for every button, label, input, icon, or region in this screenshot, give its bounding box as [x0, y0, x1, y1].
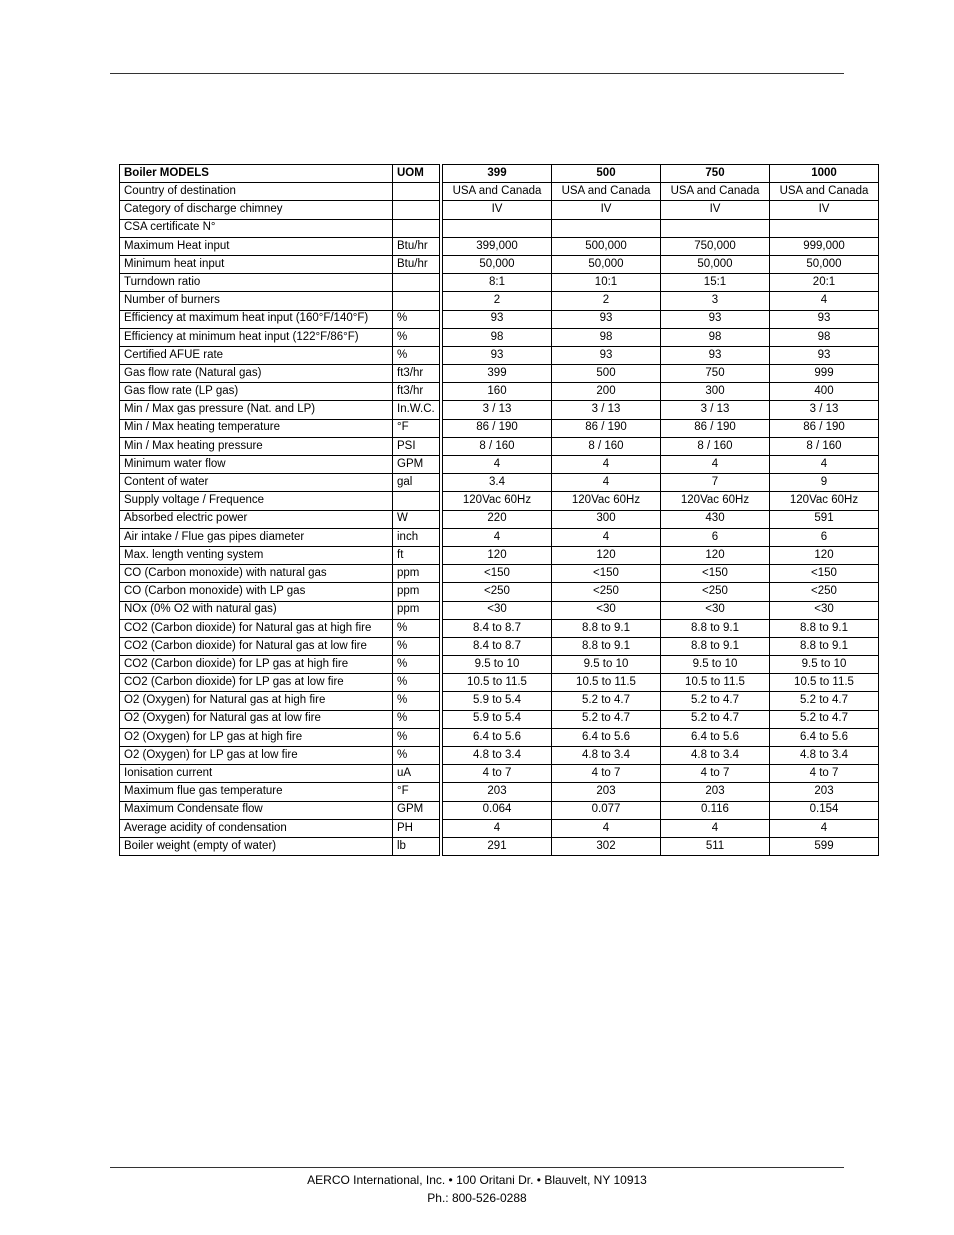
row-value-cell: 5.2 to 4.7: [552, 710, 661, 728]
row-param-cell: Gas flow rate (LP gas): [120, 383, 393, 401]
row-value-cell: 50,000: [552, 255, 661, 273]
row-value-cell: 0.154: [770, 801, 879, 819]
table-row: [120, 528, 879, 546]
row-value-cell: 10:1: [552, 274, 661, 292]
row-value-cell: <150: [443, 565, 552, 583]
row-value-cell: 8 / 160: [443, 437, 552, 455]
table-header-row: [120, 165, 879, 183]
row-value-cell: <150: [770, 565, 879, 583]
table-row: [120, 747, 879, 765]
row-value-cell: 4: [770, 456, 879, 474]
row-value-cell: 4 to 7: [770, 765, 879, 783]
table-row: [120, 728, 879, 746]
row-value-cell: 120Vac 60Hz: [443, 492, 552, 510]
row-param-cell: Absorbed electric power: [120, 510, 393, 528]
row-value-cell: 300: [661, 383, 770, 401]
row-uom-cell: GPM: [393, 801, 440, 819]
row-value-cell: USA and Canada: [661, 183, 770, 201]
row-value-cell: 6: [770, 528, 879, 546]
row-value-cell: 120: [443, 546, 552, 564]
row-value-cell: 999: [770, 365, 879, 383]
row-uom-cell: %: [393, 619, 440, 637]
row-value-cell: 203: [770, 783, 879, 801]
row-value-cell: 4.8 to 3.4: [552, 747, 661, 765]
table-row: [120, 619, 879, 637]
row-value-cell: 0.077: [552, 801, 661, 819]
row-param-cell: Gas flow rate (Natural gas): [120, 365, 393, 383]
row-value-cell: 0.116: [661, 801, 770, 819]
row-uom-cell: Btu/hr: [393, 255, 440, 273]
row-value-cell: 93: [443, 310, 552, 328]
row-value-cell: 6.4 to 5.6: [770, 728, 879, 746]
row-value-cell: 86 / 190: [770, 419, 879, 437]
row-value-cell: 8 / 160: [552, 437, 661, 455]
row-value-cell: IV: [552, 201, 661, 219]
row-uom-cell: %: [393, 674, 440, 692]
table-row: [120, 310, 879, 328]
row-value-cell: <250: [770, 583, 879, 601]
row-value-cell: 399: [443, 365, 552, 383]
row-value-cell: 3 / 13: [443, 401, 552, 419]
table-row: [120, 219, 879, 237]
row-value-cell: <30: [552, 601, 661, 619]
row-uom-cell: %: [393, 656, 440, 674]
row-value-cell: 4 to 7: [443, 765, 552, 783]
row-value-cell: <250: [552, 583, 661, 601]
row-param-cell: Country of destination: [120, 183, 393, 201]
row-uom-cell: ppm: [393, 601, 440, 619]
row-value-cell: 98: [443, 328, 552, 346]
row-value-cell: 120Vac 60Hz: [661, 492, 770, 510]
row-uom-cell: [393, 292, 440, 310]
table-row: [120, 492, 879, 510]
row-value-cell: USA and Canada: [443, 183, 552, 201]
row-value-cell: 86 / 190: [661, 419, 770, 437]
row-value-cell: 599: [770, 837, 879, 855]
row-param-cell: Air intake / Flue gas pipes diameter: [120, 528, 393, 546]
table-row: [120, 183, 879, 201]
row-param-cell: CO2 (Carbon dioxide) for Natural gas at high fire: [120, 619, 393, 637]
table-row: [120, 237, 879, 255]
table-row: [120, 510, 879, 528]
row-param-cell: NOx (0% O2 with natural gas): [120, 601, 393, 619]
row-uom-cell: gal: [393, 474, 440, 492]
row-param-cell: CO2 (Carbon dioxide) for LP gas at low fire: [120, 674, 393, 692]
table-row: [120, 346, 879, 364]
header-model-cell: 500: [552, 165, 661, 183]
row-value-cell: 511: [661, 837, 770, 855]
row-param-cell: O2 (Oxygen) for LP gas at high fire: [120, 728, 393, 746]
header-model-cell: 750: [661, 165, 770, 183]
row-value-cell: 10.5 to 11.5: [770, 674, 879, 692]
table-row: [120, 710, 879, 728]
row-value-cell: 20:1: [770, 274, 879, 292]
row-value-cell: 4 to 7: [661, 765, 770, 783]
row-uom-cell: %: [393, 328, 440, 346]
row-uom-cell: %: [393, 692, 440, 710]
table-row: [120, 692, 879, 710]
row-param-cell: Certified AFUE rate: [120, 346, 393, 364]
row-value-cell: 203: [443, 783, 552, 801]
table-row: [120, 437, 879, 455]
row-value-cell: 4: [770, 819, 879, 837]
row-value-cell: 4: [661, 456, 770, 474]
row-value-cell: 8 / 160: [661, 437, 770, 455]
row-uom-cell: W: [393, 510, 440, 528]
row-uom-cell: ppm: [393, 583, 440, 601]
row-value-cell: 5.2 to 4.7: [661, 692, 770, 710]
row-param-cell: Efficiency at minimum heat input (122°F/86°F): [120, 328, 393, 346]
table-row: [120, 419, 879, 437]
row-param-cell: Minimum heat input: [120, 255, 393, 273]
row-value-cell: 0.064: [443, 801, 552, 819]
row-value-cell: 3.4: [443, 474, 552, 492]
row-value-cell: 430: [661, 510, 770, 528]
row-uom-cell: In.W.C.: [393, 401, 440, 419]
row-value-cell: 6: [661, 528, 770, 546]
row-uom-cell: ft: [393, 546, 440, 564]
row-param-cell: CO (Carbon monoxide) with natural gas: [120, 565, 393, 583]
row-value-cell: <150: [661, 565, 770, 583]
row-value-cell: 9.5 to 10: [443, 656, 552, 674]
row-param-cell: Efficiency at maximum heat input (160°F/140°F): [120, 310, 393, 328]
row-value-cell: 50,000: [443, 255, 552, 273]
row-uom-cell: inch: [393, 528, 440, 546]
row-param-cell: Min / Max heating temperature: [120, 419, 393, 437]
row-value-cell: 4: [443, 528, 552, 546]
row-value-cell: <250: [443, 583, 552, 601]
row-value-cell: 291: [443, 837, 552, 855]
row-value-cell: 8.8 to 9.1: [661, 619, 770, 637]
table-row: [120, 819, 879, 837]
row-value-cell: 400: [770, 383, 879, 401]
row-value-cell: 6.4 to 5.6: [552, 728, 661, 746]
header-model-cell: 1000: [770, 165, 879, 183]
row-value-cell: 93: [552, 310, 661, 328]
table-row: [120, 837, 879, 855]
row-value-cell: 98: [552, 328, 661, 346]
row-value-cell: 300: [552, 510, 661, 528]
row-value-cell: 203: [552, 783, 661, 801]
row-value-cell: 120Vac 60Hz: [770, 492, 879, 510]
row-param-cell: Average acidity of condensation: [120, 819, 393, 837]
row-param-cell: Number of burners: [120, 292, 393, 310]
header-uom-cell: UOM: [393, 165, 440, 183]
row-value-cell: 750: [661, 365, 770, 383]
table-row: [120, 565, 879, 583]
row-value-cell: 4: [661, 819, 770, 837]
row-value-cell: 120: [661, 546, 770, 564]
row-value-cell: 8.4 to 8.7: [443, 637, 552, 655]
row-value-cell: [443, 219, 552, 237]
row-value-cell: 3 / 13: [552, 401, 661, 419]
row-param-cell: O2 (Oxygen) for Natural gas at high fire: [120, 692, 393, 710]
row-value-cell: 5.9 to 5.4: [443, 692, 552, 710]
row-value-cell: 10.5 to 11.5: [443, 674, 552, 692]
table-row: [120, 783, 879, 801]
row-value-cell: 220: [443, 510, 552, 528]
row-value-cell: 9.5 to 10: [770, 656, 879, 674]
header-model-cell: 399: [443, 165, 552, 183]
row-value-cell: IV: [770, 201, 879, 219]
boiler-specifications-table: [119, 164, 879, 856]
row-uom-cell: ppm: [393, 565, 440, 583]
table-row: [120, 255, 879, 273]
row-value-cell: USA and Canada: [552, 183, 661, 201]
row-value-cell: 86 / 190: [443, 419, 552, 437]
table-row: [120, 765, 879, 783]
row-value-cell: <30: [770, 601, 879, 619]
row-value-cell: 15:1: [661, 274, 770, 292]
row-value-cell: 302: [552, 837, 661, 855]
row-value-cell: 200: [552, 383, 661, 401]
row-value-cell: 93: [661, 346, 770, 364]
row-value-cell: 5.2 to 4.7: [552, 692, 661, 710]
table-row: [120, 365, 879, 383]
row-value-cell: 5.2 to 4.7: [770, 692, 879, 710]
row-value-cell: 6.4 to 5.6: [661, 728, 770, 746]
row-value-cell: 7: [661, 474, 770, 492]
row-uom-cell: Btu/hr: [393, 237, 440, 255]
row-value-cell: IV: [443, 201, 552, 219]
table-row: [120, 401, 879, 419]
row-value-cell: 4: [552, 474, 661, 492]
row-value-cell: 8.8 to 9.1: [552, 637, 661, 655]
row-value-cell: 5.9 to 5.4: [443, 710, 552, 728]
row-uom-cell: °F: [393, 783, 440, 801]
row-value-cell: 4: [443, 456, 552, 474]
row-value-cell: 500,000: [552, 237, 661, 255]
row-value-cell: 6.4 to 5.6: [443, 728, 552, 746]
table-row: [120, 474, 879, 492]
row-param-cell: CO2 (Carbon dioxide) for LP gas at high fire: [120, 656, 393, 674]
row-value-cell: 4 to 7: [552, 765, 661, 783]
table-row: [120, 656, 879, 674]
row-value-cell: 120Vac 60Hz: [552, 492, 661, 510]
row-param-cell: Category of discharge chimney: [120, 201, 393, 219]
row-uom-cell: %: [393, 710, 440, 728]
row-value-cell: 399,000: [443, 237, 552, 255]
row-param-cell: Turndown ratio: [120, 274, 393, 292]
row-uom-cell: %: [393, 747, 440, 765]
row-value-cell: 4: [552, 528, 661, 546]
row-param-cell: Maximum Condensate flow: [120, 801, 393, 819]
row-value-cell: 3 / 13: [770, 401, 879, 419]
row-value-cell: 9.5 to 10: [661, 656, 770, 674]
row-param-cell: Ionisation current: [120, 765, 393, 783]
row-value-cell: 4: [770, 292, 879, 310]
row-value-cell: 8.8 to 9.1: [552, 619, 661, 637]
row-param-cell: O2 (Oxygen) for LP gas at low fire: [120, 747, 393, 765]
row-value-cell: 93: [770, 346, 879, 364]
row-value-cell: 8.8 to 9.1: [770, 637, 879, 655]
row-value-cell: 98: [661, 328, 770, 346]
row-param-cell: Max. length venting system: [120, 546, 393, 564]
row-value-cell: <30: [443, 601, 552, 619]
boiler-specifications-table-container: [119, 164, 879, 856]
row-value-cell: 10.5 to 11.5: [661, 674, 770, 692]
header-param-cell: Boiler MODELS: [120, 165, 393, 183]
row-value-cell: 2: [443, 292, 552, 310]
row-value-cell: 8.4 to 8.7: [443, 619, 552, 637]
row-value-cell: <250: [661, 583, 770, 601]
row-uom-cell: [393, 219, 440, 237]
row-value-cell: 3: [661, 292, 770, 310]
row-uom-cell: PH: [393, 819, 440, 837]
row-value-cell: 86 / 190: [552, 419, 661, 437]
table-row: [120, 601, 879, 619]
table-row: [120, 674, 879, 692]
row-uom-cell: lb: [393, 837, 440, 855]
row-value-cell: 999,000: [770, 237, 879, 255]
row-param-cell: Maximum flue gas temperature: [120, 783, 393, 801]
row-uom-cell: °F: [393, 419, 440, 437]
row-param-cell: CO (Carbon monoxide) with LP gas: [120, 583, 393, 601]
row-value-cell: 500: [552, 365, 661, 383]
row-uom-cell: uA: [393, 765, 440, 783]
table-row: [120, 274, 879, 292]
row-value-cell: 93: [552, 346, 661, 364]
row-value-cell: 93: [443, 346, 552, 364]
row-param-cell: Boiler weight (empty of water): [120, 837, 393, 855]
row-uom-cell: ft3/hr: [393, 383, 440, 401]
row-value-cell: 5.2 to 4.7: [661, 710, 770, 728]
row-value-cell: IV: [661, 201, 770, 219]
row-uom-cell: %: [393, 637, 440, 655]
row-value-cell: 8.8 to 9.1: [770, 619, 879, 637]
table-row: [120, 201, 879, 219]
row-value-cell: 8 / 160: [770, 437, 879, 455]
row-value-cell: [770, 219, 879, 237]
row-value-cell: 2: [552, 292, 661, 310]
row-value-cell: [552, 219, 661, 237]
row-uom-cell: %: [393, 310, 440, 328]
row-value-cell: 4.8 to 3.4: [443, 747, 552, 765]
row-value-cell: [661, 219, 770, 237]
row-uom-cell: %: [393, 728, 440, 746]
row-value-cell: 98: [770, 328, 879, 346]
row-value-cell: 93: [770, 310, 879, 328]
row-uom-cell: %: [393, 346, 440, 364]
row-value-cell: 203: [661, 783, 770, 801]
table-row: [120, 456, 879, 474]
row-value-cell: 4: [552, 819, 661, 837]
row-value-cell: 4: [443, 819, 552, 837]
row-value-cell: 120: [552, 546, 661, 564]
row-value-cell: 50,000: [770, 255, 879, 273]
row-value-cell: 93: [661, 310, 770, 328]
row-value-cell: 4.8 to 3.4: [661, 747, 770, 765]
row-uom-cell: [393, 492, 440, 510]
row-value-cell: 9: [770, 474, 879, 492]
row-uom-cell: GPM: [393, 456, 440, 474]
footer-address: AERCO International, Inc. • 100 Oritani Dr. • Blauvelt, NY 10913: [307, 1173, 647, 1187]
row-param-cell: O2 (Oxygen) for Natural gas at low fire: [120, 710, 393, 728]
row-param-cell: Maximum Heat input: [120, 237, 393, 255]
row-uom-cell: PSI: [393, 437, 440, 455]
table-row: [120, 801, 879, 819]
row-param-cell: Content of water: [120, 474, 393, 492]
row-value-cell: 50,000: [661, 255, 770, 273]
row-param-cell: CSA certificate N°: [120, 219, 393, 237]
row-value-cell: 9.5 to 10: [552, 656, 661, 674]
table-row: [120, 383, 879, 401]
row-value-cell: 5.2 to 4.7: [770, 710, 879, 728]
row-value-cell: <30: [661, 601, 770, 619]
row-value-cell: 750,000: [661, 237, 770, 255]
row-value-cell: 120: [770, 546, 879, 564]
table-row: [120, 546, 879, 564]
row-value-cell: USA and Canada: [770, 183, 879, 201]
row-value-cell: <150: [552, 565, 661, 583]
row-value-cell: 10.5 to 11.5: [552, 674, 661, 692]
table-row: [120, 637, 879, 655]
table-row: [120, 328, 879, 346]
row-param-cell: Min / Max gas pressure (Nat. and LP): [120, 401, 393, 419]
table-row: [120, 292, 879, 310]
footer-rule: [110, 1167, 844, 1168]
row-uom-cell: [393, 274, 440, 292]
footer-phone: Ph.: 800-526-0288: [427, 1191, 527, 1205]
header-rule: [110, 73, 844, 74]
row-value-cell: 4: [552, 456, 661, 474]
row-param-cell: CO2 (Carbon dioxide) for Natural gas at low fire: [120, 637, 393, 655]
row-param-cell: Supply voltage / Frequence: [120, 492, 393, 510]
table-row: [120, 583, 879, 601]
row-value-cell: 591: [770, 510, 879, 528]
row-value-cell: 8:1: [443, 274, 552, 292]
row-uom-cell: [393, 201, 440, 219]
row-param-cell: Min / Max heating pressure: [120, 437, 393, 455]
row-value-cell: 8.8 to 9.1: [661, 637, 770, 655]
row-value-cell: 4.8 to 3.4: [770, 747, 879, 765]
row-value-cell: 160: [443, 383, 552, 401]
row-param-cell: Minimum water flow: [120, 456, 393, 474]
row-uom-cell: ft3/hr: [393, 365, 440, 383]
row-uom-cell: [393, 183, 440, 201]
row-value-cell: 3 / 13: [661, 401, 770, 419]
